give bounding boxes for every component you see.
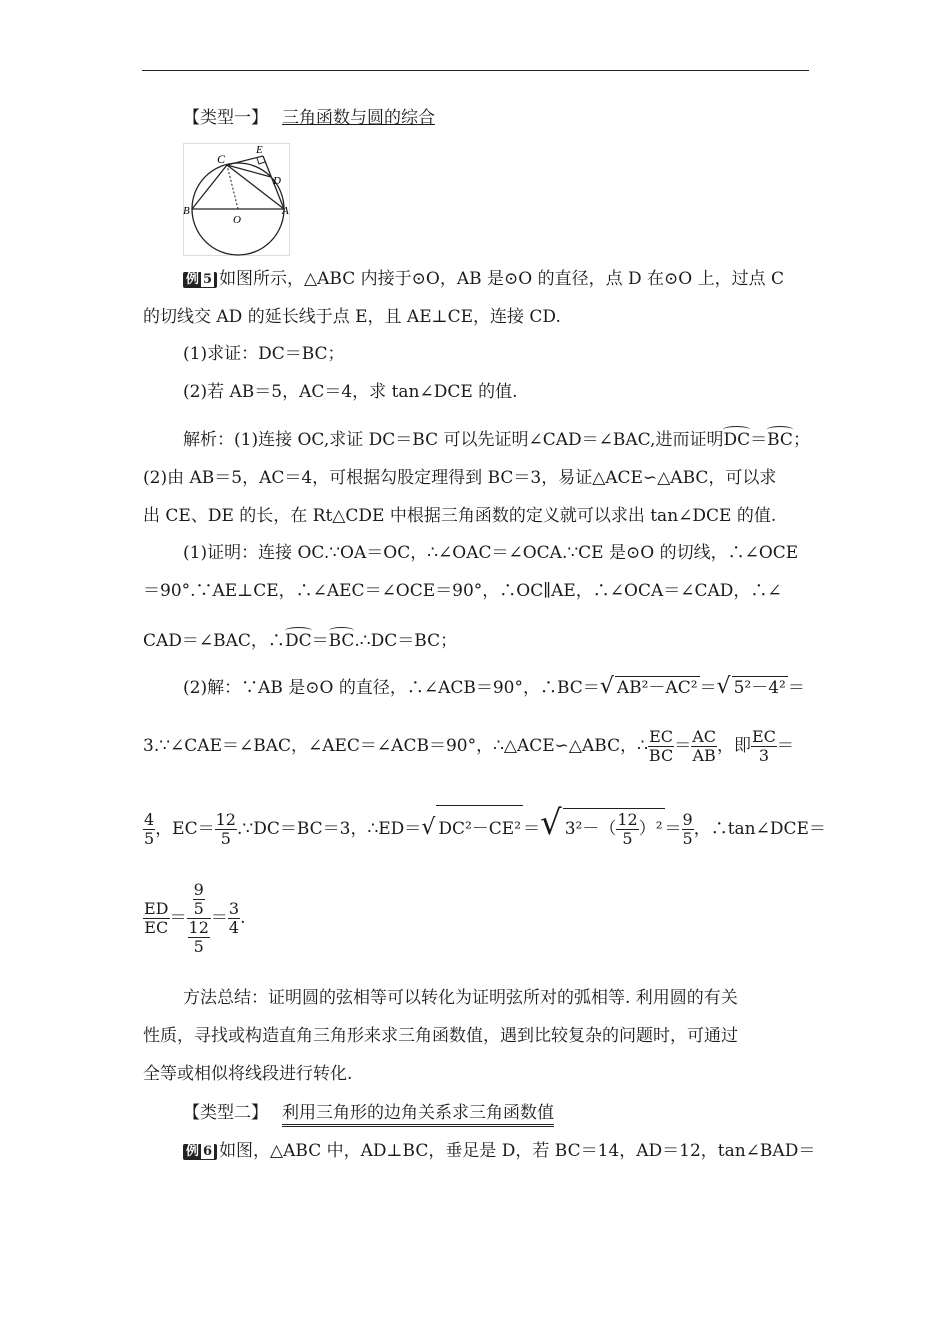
section-2-label: 【类型二】	[183, 1103, 268, 1123]
header-rule	[142, 70, 809, 71]
arc-dc: DC	[723, 430, 751, 450]
proof-line-3: CAD＝∠BAC，∴DC＝BC.∴DC＝BC；	[143, 631, 458, 651]
label-a: A	[282, 205, 289, 217]
circle-diagram	[183, 143, 290, 256]
example-5-line-2: 的切线交 AD 的延长线于点 E，且 AE⊥CE，连接 CD.	[143, 307, 561, 327]
summary-line-3: 全等或相似将线段进行转化.	[143, 1064, 353, 1084]
summary-line-2: 性质，寻找或构造直角三角形来求三角函数值，遇到比较复杂的问题时，可通过	[143, 1026, 738, 1046]
arc-bc: BC	[767, 430, 793, 450]
frac-ec-bc: $\frac{EC}{BC}$	[648, 727, 674, 765]
sqrt-5-4: 5²－4²	[733, 678, 786, 698]
arc-bc-2: BC	[328, 631, 355, 651]
section-1-title: 三角函数与圆的综合	[282, 108, 435, 128]
label-c: C	[217, 152, 226, 166]
solve-line-2: 3.∵∠CAE＝∠BAC，∠AEC＝∠ACB＝90°，∴△ACE∽△ABC，∴ $\frac{EC}{BC}$ ＝ $\frac{AC}{AB}$ ，即 $\frac{EC}{3}$ ＝	[143, 727, 794, 765]
section-2-heading	[183, 1102, 554, 1124]
analysis-line-2: (2)由 AB＝5，AC＝4，可根据勾股定理得到 BC＝3，易证△ACE∽△ABC，可以求	[143, 468, 777, 488]
section-2-title: 利用三角形的边角关系求三角函数值	[282, 1103, 554, 1127]
solve-line-1: (2)解：∵AB 是⊙O 的直径，∴∠ACB＝90°，∴BC＝√ AB²－AC² ＝√ 5²－4² ＝	[183, 674, 805, 699]
solve-line-3: $\frac{4}{5}$ ，EC＝ $\frac{12}{5}$ .∵DC＝BC＝3，∴ED＝√ DC²－CE² ＝√ 3²－（ $\frac{12}{5}$ ）² ＝ $\frac{9}{5}$ ，∴tan∠DCE＝	[143, 800, 809, 846]
frac-3-4: $\frac{3}{4}$	[228, 899, 240, 937]
question-1: (1)求证：DC＝BC；	[183, 344, 345, 364]
analysis-line-1: 解析：(1)连接 OC,求证 DC＝BC 可以先证明∠CAD＝∠BAC,进而证明DC＝BC；	[183, 430, 810, 450]
sqrt-dc-ce: DC²－CE²	[436, 805, 523, 852]
label-b: B	[183, 205, 190, 217]
question-2: (2)若 AB＝5，AC＝4，求 tan∠DCE 的值.	[183, 382, 518, 402]
summary-line-1: 方法总结：证明圆的弦相等可以转化为证明弦所对的弧相等. 利用圆的有关	[183, 988, 738, 1008]
label-e: E	[256, 144, 263, 156]
frac-ec-3: $\frac{EC}{3}$	[752, 727, 776, 765]
label-d: D	[273, 175, 281, 187]
frac-4-5: $\frac{4}{5}$	[144, 810, 155, 848]
proof-line-1: (1)证明：连接 OC.∵OA＝OC，∴∠OAC＝∠OCA.∵CE 是⊙O 的切线，∴∠OCE	[183, 543, 799, 563]
example-6-badge: 例 6	[183, 1144, 217, 1160]
frac-ed-ec: $\frac{ED}{EC}$	[144, 899, 169, 937]
complex-fraction: $\frac{\frac{9}{5}}{\frac{12}{5}}$	[188, 880, 209, 956]
example-5-line-1: 例 5 如图所示，△ABC 内接于⊙O，AB 是⊙O 的直径，点 D 在⊙O 上，过点 C	[183, 268, 809, 290]
sqrt-ab-ac: AB²－AC²	[616, 678, 698, 698]
frac-ac-ab: $\frac{AC}{AB}$	[692, 727, 716, 765]
frac-9-5: $\frac{9}{5}$	[682, 810, 693, 848]
example-6-line-1: 例 6 如图，△ABC 中，AD⊥BC，垂足是 D，若 BC＝14，AD＝12，tan∠BAD＝	[183, 1140, 809, 1162]
example-5-badge: 例 5	[183, 272, 217, 288]
solve-line-4: $\frac{ED}{EC}$ ＝ $\frac{\frac{9}{5}}{\frac{12}{5}}$ ＝ $\frac{3}{4}$ .	[144, 880, 246, 956]
section-1-heading	[183, 107, 435, 129]
sqrt-nested: 3²－（ $\frac{12}{5}$ ）²	[564, 810, 663, 848]
frac-12-5: $\frac{12}{5}$	[215, 810, 236, 848]
proof-line-2: ＝90°.∵AE⊥CE，∴∠AEC＝∠OCE＝90°，∴OC∥AE，∴∠OCA＝∠CAD，∴∠	[143, 581, 782, 601]
label-o: O	[233, 214, 241, 226]
analysis-line-3: 出 CE、DE 的长，在 Rt△CDE 中根据三角函数的定义就可以求出 tan∠DCE 的值.	[143, 506, 777, 526]
section-1-label: 【类型一】	[183, 108, 268, 128]
arc-dc-2: DC	[284, 631, 312, 651]
